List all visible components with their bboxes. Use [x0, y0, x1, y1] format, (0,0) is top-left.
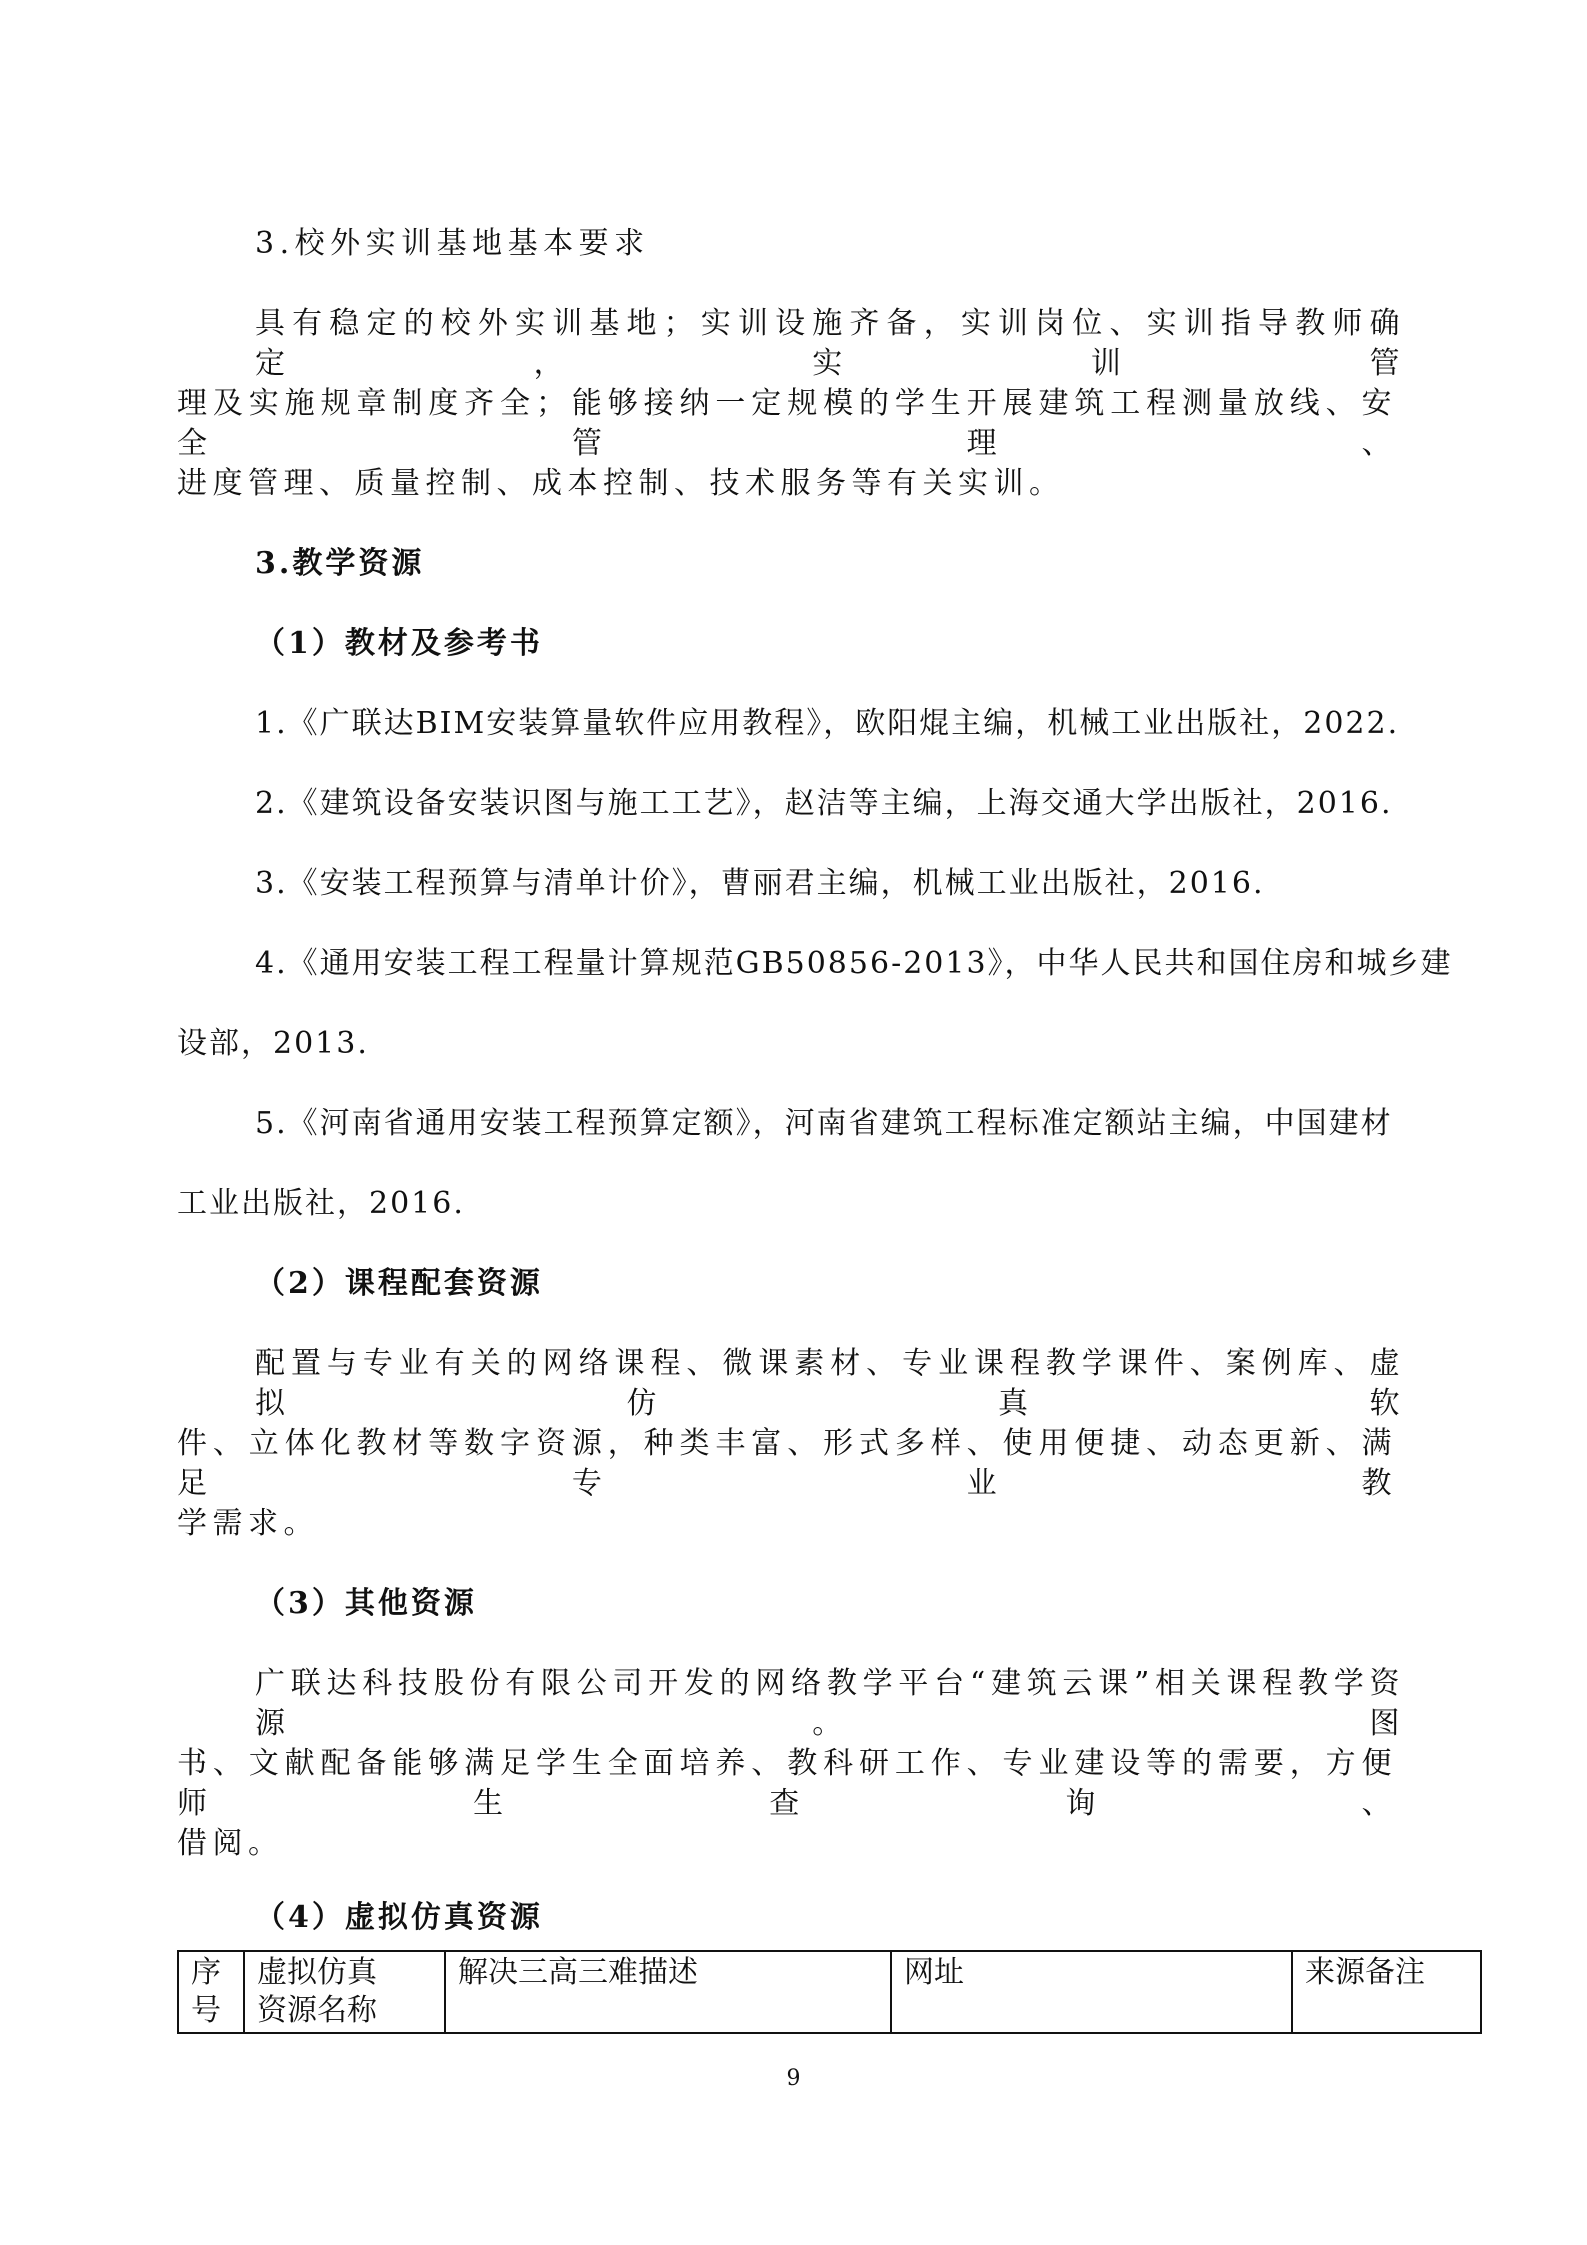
header-resource-name: 虚拟仿真 资源名称 — [244, 1951, 445, 2033]
reference-item: 5.《河南省通用安装工程预算定额》，河南省建筑工程标准定额站主编，中国建材 — [255, 1106, 1393, 1141]
paragraph-line: 配置与专业有关的网络课程、微课素材、专业课程教学课件、案例库、虚拟仿真软 — [255, 1346, 1405, 1421]
header-description: 解决三高三难描述 — [445, 1951, 891, 2033]
paragraph-line: 具有稳定的校外实训基地；实训设施齐备，实训岗位、实训指导教师确定，实训管 — [255, 306, 1405, 381]
paragraph-line: 理及实施规章制度齐全；能够接纳一定规模的学生开展建筑工程测量放线、安全管理、 — [177, 386, 1397, 461]
virtual-simulation-table — [177, 1950, 1482, 2034]
reference-item-continuation: 工业出版社，2016. — [177, 1186, 465, 1221]
table-header-row — [178, 1951, 1481, 2033]
reference-item: 4.《通用安装工程工程量计算规范GB50856-2013》，中华人民共和国住房和城乡建 — [255, 946, 1453, 981]
subsection-title-course-resources: （2）课程配套资源 — [255, 1266, 543, 1301]
paragraph-line: 书、文献配备能够满足学生全面培养、教科研工作、专业建设等的需要，方便师生查询、 — [177, 1746, 1397, 1821]
paragraph-line: 件、立体化教材等数字资源，种类丰富、形式多样、使用便捷、动态更新、满足专业教 — [177, 1426, 1397, 1501]
section-title-teaching-resources: 3.教学资源 — [255, 546, 425, 581]
subsection-title-textbooks: （1）教材及参考书 — [255, 626, 543, 661]
header-url: 网址 — [891, 1951, 1292, 2033]
subsection-title-virtual-simulation: （4）虚拟仿真资源 — [255, 1900, 543, 1935]
reference-item: 1.《广联达BIM安装算量软件应用教程》，欧阳焜主编，机械工业出版社，2022. — [255, 706, 1400, 741]
subsection-title-offcampus-base: 3.校外实训基地基本要求 — [255, 226, 650, 261]
reference-item-continuation: 设部，2013. — [177, 1026, 369, 1061]
reference-item: 2.《建筑设备安装识图与施工工艺》，赵洁等主编，上海交通大学出版社，2016. — [255, 786, 1393, 821]
header-source-note: 来源备注 — [1292, 1951, 1481, 2033]
paragraph-line: 广联达科技股份有限公司开发的网络教学平台“建筑云课”相关课程教学资源。图 — [255, 1666, 1405, 1741]
subsection-title-other-resources: （3）其他资源 — [255, 1586, 477, 1621]
header-seq: 序 号 — [178, 1951, 244, 2033]
paragraph-line: 学需求。 — [177, 1506, 319, 1541]
paragraph-line: 进度管理、质量控制、成本控制、技术服务等有关实训。 — [177, 466, 1065, 501]
paragraph-line: 借阅。 — [177, 1826, 284, 1861]
reference-item: 3.《安装工程预算与清单计价》，曹丽君主编，机械工业出版社，2016. — [255, 866, 1265, 901]
page-number: 9 — [786, 2066, 801, 2091]
